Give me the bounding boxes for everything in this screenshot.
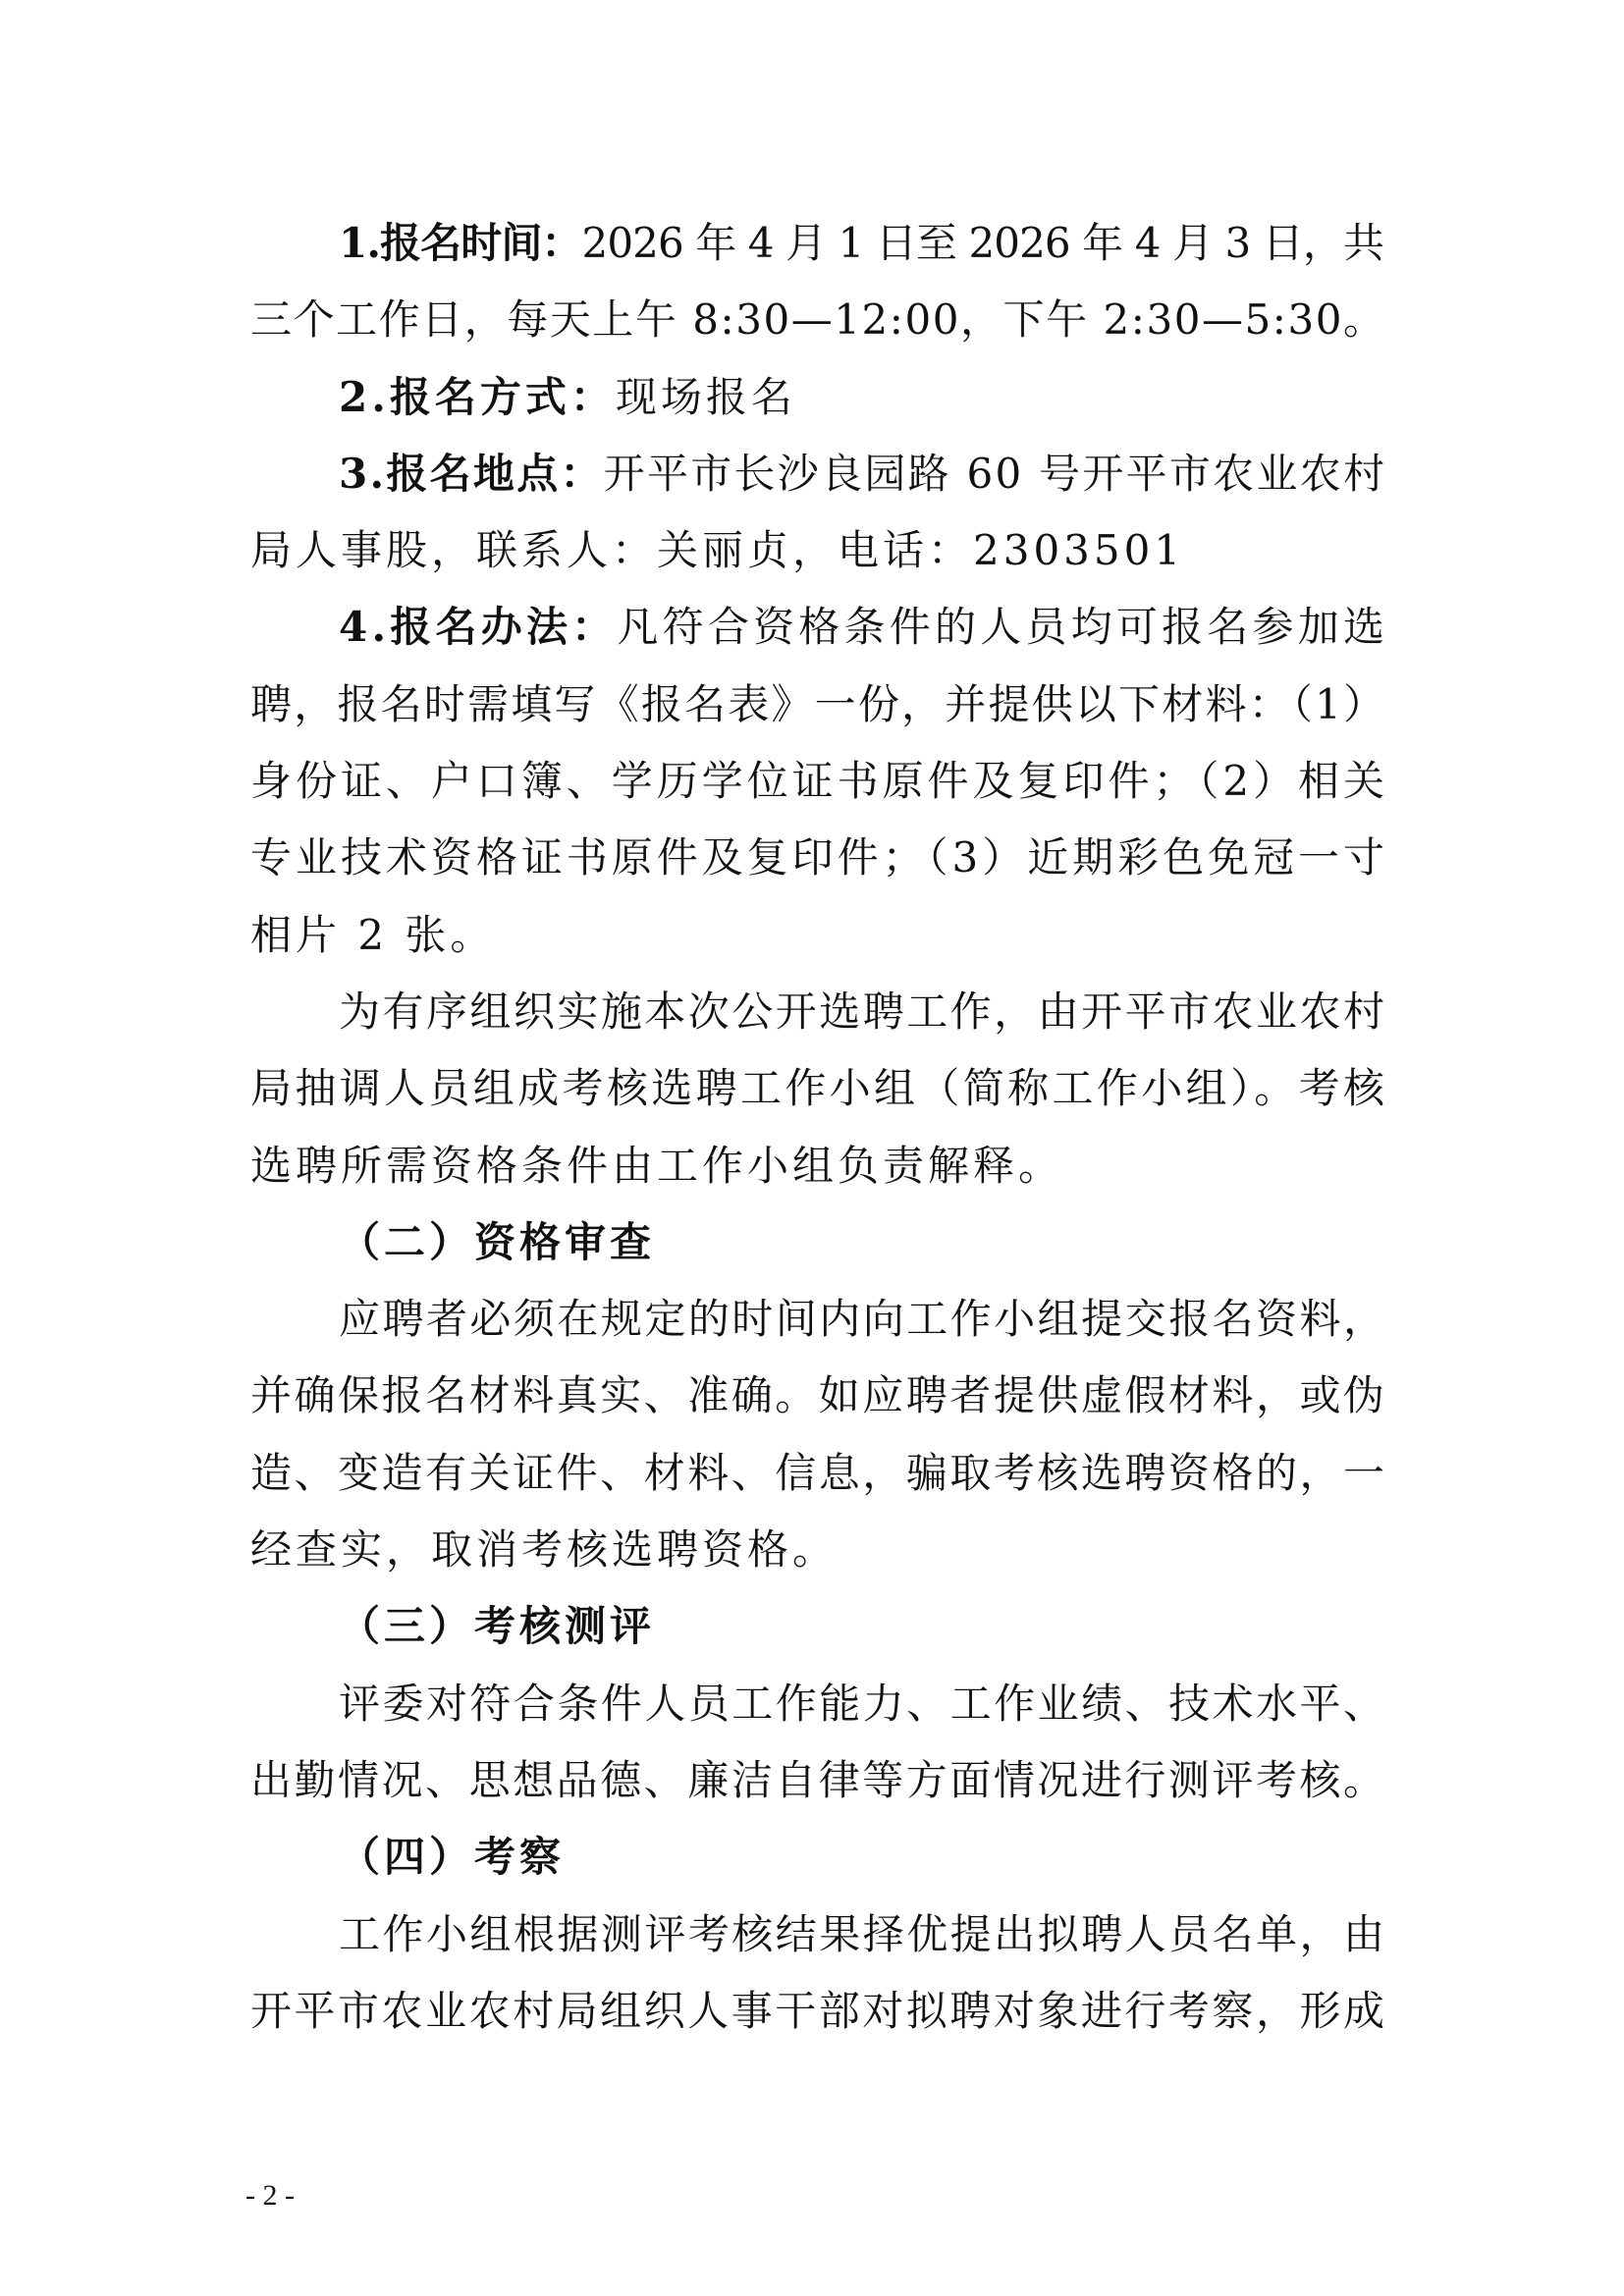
line-text: （二）资格审查 [339,1217,656,1266]
line-text: 现场报名 [615,372,796,421]
line-text: 身份证、户口簿、学历学位证书原件及复印件；（2）相关 [250,757,1388,806]
section-heading [250,1204,1384,1281]
text-line [250,589,1389,666]
document-body [250,205,1389,2050]
line-content [339,1666,1386,1742]
line-content [250,282,1386,358]
text-line [250,359,1384,436]
line-text: 专业技术资格证书原件及复印件；（3）近期彩色免冠一寸 [250,833,1388,882]
section-heading [250,1819,1384,1896]
text-line [250,1666,1387,1742]
text-line [250,205,1384,282]
text-line [250,743,1388,820]
line-content [250,1435,1387,1512]
line-text: 局抽调人员组成考核选聘工作小组（简称工作小组）。考核 [250,1064,1388,1113]
text-line [250,1973,1387,2050]
line-text: 并确保报名材料真实、准确。如应聘者提供虚假材料，或伪 [250,1371,1387,1420]
line-content [250,667,1386,743]
text-line [250,820,1388,896]
text-line [250,667,1387,743]
line-text: 开平市农业农村局组织人事干部对拟聘对象进行考察，形成 [250,1986,1387,2035]
line-text: 选聘所需资格条件由工作小组负责解释。 [250,1141,1064,1190]
line-content [339,974,1386,1050]
line-text: （四）考察 [339,1833,566,1882]
line-text: 聘，报名时需填写《报名表》一份，并提供以下材料：（1） [250,679,1387,728]
line-content [339,1281,1386,1358]
item-label: 1.报名时间： [339,219,582,267]
line-text: 工作小组根据测评考核结果择优提出拟聘人员名单，由 [339,1909,1387,1958]
line-content [339,1819,565,1896]
item-label: 2.报名方式： [339,372,616,421]
line-content [250,512,1184,589]
line-content [250,897,495,974]
line-text: 经查实，取消考核选聘资格。 [250,1525,839,1575]
text-line [250,1512,1384,1588]
text-line [250,1435,1387,1512]
line-text: 应聘者必须在规定的时间内向工作小组提交报名资料， [339,1295,1387,1344]
line-text: 相片 2 张。 [250,910,496,959]
line-text: 局人事股，联系人：关丽贞，电话：2303501 [250,526,1185,575]
line-text: 出勤情况、思想品德、廉洁自律等方面情况进行测评考核。 [250,1755,1387,1804]
text-line [250,1896,1387,1973]
line-content [250,1512,838,1588]
text-line [250,1742,1387,1819]
line-content [250,1742,1387,1819]
line-content [339,1896,1386,1973]
line-text: （三）考核测评 [339,1602,656,1651]
text-line [250,436,1387,512]
line-content [339,359,796,436]
item-label: 4.报名办法： [339,603,618,652]
line-content [339,589,1388,666]
text-line [250,282,1384,358]
page-number: - 2 - [245,2179,295,2212]
line-content [339,1204,655,1281]
text-line [250,1358,1387,1434]
line-content [250,743,1388,820]
line-content [339,205,1383,282]
line-text: 造、变造有关证件、材料、信息，骗取考核选聘资格的，一 [250,1448,1387,1497]
text-line [250,897,1384,974]
section-heading [250,1588,1384,1665]
line-text: 2026 年 4 月 1 日至 2026 年 4 月 3 日，共 [581,219,1384,267]
line-text: 凡符合资格条件的人员均可报名参加选 [617,603,1389,652]
text-line [250,974,1387,1050]
text-line [250,1128,1384,1204]
text-line [250,1050,1388,1127]
line-content [250,1358,1387,1434]
text-line [250,512,1384,589]
line-text: 开平市长沙良园路 60 号开平市农业农村 [603,449,1387,498]
line-content [250,1050,1387,1127]
line-content [250,820,1388,896]
line-content [339,1588,655,1665]
line-text: 评委对符合条件人员工作能力、工作业绩、技术水平、 [339,1679,1387,1728]
line-text: 三个工作日，每天上午 8:30—12:00，下午 2:30—5:30。 [250,295,1386,345]
line-content [339,436,1386,512]
line-text: 为有序组织实施本次公开选聘工作，由开平市农业农村 [339,987,1387,1036]
text-line [250,1281,1387,1358]
line-content [250,1128,1063,1204]
line-content [250,1973,1387,2050]
item-label: 3.报名地点： [339,449,604,498]
